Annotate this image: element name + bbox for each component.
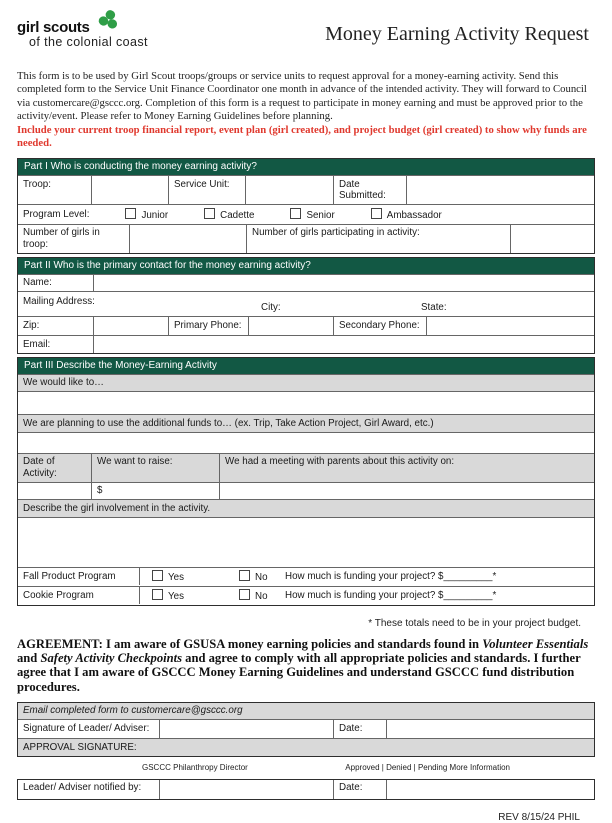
part3-describe-answer-row bbox=[18, 517, 594, 567]
agreement-prefix: AGREEMENT: I am aware of GSUSA money earning policies and standards found in bbox=[17, 636, 483, 651]
funds-prompt: We are planning to use the additional funds to… (ex. Trip, Take Action Project, Girl Award, etc.) bbox=[18, 415, 594, 432]
leader-signature-row bbox=[18, 719, 594, 738]
notified-table bbox=[17, 779, 595, 800]
page-title: Money Earning Activity Request bbox=[325, 23, 589, 45]
girls-in-troop-input[interactable] bbox=[129, 225, 246, 253]
notified-date-label: Date: bbox=[333, 780, 386, 799]
part2-header: Part II Who is the primary contact for the money earning activity? bbox=[18, 258, 594, 274]
part1-row-girls bbox=[18, 224, 594, 253]
part2-row-zip bbox=[18, 316, 594, 335]
cookie-program-label: Cookie Program bbox=[23, 590, 94, 602]
checkbox-fall-no[interactable] bbox=[239, 570, 250, 581]
date-of-activity-input[interactable] bbox=[18, 483, 91, 500]
part1-header: Part I Who is conducting the money earning activity? bbox=[18, 159, 594, 175]
troop-input[interactable] bbox=[91, 176, 168, 204]
approval-signature-row bbox=[18, 738, 594, 756]
fall-no-option bbox=[239, 570, 285, 583]
zip-input[interactable] bbox=[93, 317, 168, 335]
name-input[interactable] bbox=[93, 275, 594, 292]
service-unit-label: Service Unit: bbox=[168, 176, 245, 204]
agreement-suffix: and agree to comply with all appropriate policies and standards. I further agree that I am aware of GSCCC Money Earning Guidelines and understand GSCCC fund distribution procedures. bbox=[17, 651, 581, 694]
want-to-raise-label: We want to raise: bbox=[91, 454, 219, 482]
cadette-label: Cadette bbox=[220, 209, 255, 221]
email-label: Email: bbox=[23, 338, 51, 350]
program-level-label: Program Level: bbox=[23, 208, 90, 220]
like-to-prompt: We would like to… bbox=[18, 375, 594, 392]
parent-meeting-label: We had a meeting with parents about this activity on: bbox=[219, 454, 594, 482]
signature-date-label: Date: bbox=[333, 720, 386, 738]
leader-signature-label: Signature of Leader/ Adviser: bbox=[23, 722, 150, 734]
part2-row-email bbox=[18, 335, 594, 353]
checkbox-cookie-yes[interactable] bbox=[152, 589, 163, 600]
page-header bbox=[17, 10, 595, 58]
trefoil-icon bbox=[99, 10, 119, 34]
fall-funding-question: How much is funding your project? $_________* bbox=[285, 571, 497, 583]
junior-label: Junior bbox=[141, 209, 169, 221]
signature-table bbox=[17, 702, 595, 757]
fall-product-row bbox=[18, 567, 594, 586]
agreement-paragraph bbox=[17, 637, 595, 694]
date-submitted-input[interactable] bbox=[406, 176, 594, 204]
leader-notified-row bbox=[18, 780, 594, 799]
girl-scouts-logo bbox=[17, 10, 148, 49]
funds-input[interactable] bbox=[18, 433, 594, 453]
program-level-ambassador bbox=[366, 205, 447, 224]
name-label: Name: bbox=[23, 277, 52, 289]
agreement-mid: and bbox=[17, 651, 41, 666]
secondary-phone-input[interactable] bbox=[426, 317, 594, 335]
cookie-no-label: No bbox=[255, 591, 268, 603]
volunteer-essentials-title: Volunteer Essentials bbox=[482, 636, 589, 651]
safety-checkpoints-title: Safety Activity Checkpoints bbox=[40, 651, 183, 666]
girls-participating-input[interactable] bbox=[510, 225, 594, 253]
primary-phone-label: Primary Phone: bbox=[168, 317, 248, 335]
approval-signature-label: APPROVAL SIGNATURE: bbox=[18, 739, 594, 756]
checkbox-senior[interactable] bbox=[290, 208, 301, 219]
part3-table bbox=[17, 357, 595, 606]
service-unit-input[interactable] bbox=[245, 176, 333, 204]
approval-status-options[interactable]: Approved | Denied | Pending More Information bbox=[345, 762, 510, 772]
logo-tagline: of the colonial coast bbox=[29, 35, 148, 49]
parent-meeting-input[interactable] bbox=[219, 483, 594, 500]
intro-warning: Include your current troop financial report, event plan (girl created), and project budget (girl created) to show why funds are needed. bbox=[17, 123, 587, 150]
program-level-senior bbox=[285, 205, 339, 224]
part3-funds-prompt-row bbox=[18, 414, 594, 432]
email-instruction: Email completed form to customercare@gsccc.org bbox=[18, 703, 594, 720]
like-to-input[interactable] bbox=[18, 392, 594, 414]
primary-phone-input[interactable] bbox=[248, 317, 333, 335]
fall-no-label: No bbox=[255, 572, 268, 584]
checkbox-fall-yes[interactable] bbox=[152, 570, 163, 581]
describe-input[interactable] bbox=[18, 518, 594, 567]
checkbox-cookie-no[interactable] bbox=[239, 589, 250, 600]
email-input[interactable] bbox=[93, 336, 594, 353]
program-level-cadette bbox=[199, 205, 259, 224]
secondary-phone-label: Secondary Phone: bbox=[333, 317, 426, 335]
leader-notified-label: Leader/ Adviser notified by: bbox=[23, 782, 142, 794]
cookie-no-option bbox=[239, 589, 285, 602]
ambassador-label: Ambassador bbox=[386, 209, 442, 221]
state-label: State: bbox=[421, 302, 447, 314]
part3-header: Part III Describe the Money-Earning Activity bbox=[18, 358, 594, 374]
notified-date-input[interactable] bbox=[386, 780, 594, 799]
director-caption: GSCCC Philanthropy Director bbox=[142, 762, 248, 772]
intro-paragraph: This form is to be used by Girl Scout troops/groups or service units to request approval for a money-earning activity. Send this completed form to the Service Unit Finance Coordinator one month in advance of the intended activity. They will forward to Council via customercare@gsccc.org. Completion of this form is a request to participate in money earning and must be approved prior to the activity/event. Please refer to Money Earning Guidelines before planning. bbox=[17, 70, 587, 123]
part3-describe-prompt-row bbox=[18, 499, 594, 517]
troop-label: Troop: bbox=[23, 178, 51, 190]
mailing-address-label: Mailing Address: bbox=[23, 296, 95, 308]
girls-in-troop-label: Number of girls in troop: bbox=[23, 227, 100, 250]
fall-product-label: Fall Product Program bbox=[23, 571, 116, 583]
date-of-activity-label: Date of Activity: bbox=[18, 454, 91, 482]
part2-table bbox=[17, 257, 595, 354]
part3-funds-answer-row bbox=[18, 432, 594, 453]
checkbox-ambassador[interactable] bbox=[371, 208, 382, 219]
revision-stamp: REV 8/15/24 PHIL bbox=[498, 811, 580, 823]
senior-label: Senior bbox=[306, 209, 335, 221]
part1-row-program-level bbox=[18, 204, 594, 224]
email-instruction-row bbox=[18, 703, 594, 720]
approval-captions bbox=[17, 763, 595, 777]
zip-label: Zip: bbox=[23, 319, 40, 331]
leader-notified-input[interactable] bbox=[159, 780, 333, 799]
program-level-junior bbox=[120, 205, 173, 224]
part3-date-input-row bbox=[18, 482, 594, 500]
logo-wordmark: girl scouts bbox=[17, 19, 90, 36]
part1-table bbox=[17, 158, 595, 254]
part3-like-to-prompt-row bbox=[18, 374, 594, 392]
signature-date-input[interactable] bbox=[386, 720, 594, 738]
cookie-yes-option bbox=[152, 589, 239, 602]
describe-prompt: Describe the girl involvement in the activity. bbox=[18, 500, 594, 517]
checkbox-junior[interactable] bbox=[125, 208, 136, 219]
cookie-program-row bbox=[18, 586, 594, 605]
cookie-program-options bbox=[139, 587, 594, 604]
dollar-sign: $ bbox=[97, 485, 103, 497]
fall-yes-label: Yes bbox=[168, 572, 184, 584]
girls-participating-label: Number of girls participating in activity: bbox=[246, 225, 510, 253]
fall-product-options bbox=[139, 568, 594, 585]
cookie-funding-question: How much is funding your project? $_________* bbox=[285, 590, 497, 602]
part3-like-to-answer-row bbox=[18, 391, 594, 414]
raise-amount-input[interactable] bbox=[91, 483, 219, 500]
date-submitted-label: Date Submitted: bbox=[333, 176, 406, 204]
part1-row-troop bbox=[18, 175, 594, 204]
cookie-yes-label: Yes bbox=[168, 591, 184, 603]
part3-date-header-row bbox=[18, 453, 594, 482]
fall-yes-option bbox=[152, 570, 239, 583]
part2-row-mailing[interactable] bbox=[18, 291, 594, 316]
budget-footnote: * These totals need to be in your project budget. bbox=[368, 617, 581, 629]
leader-signature-input[interactable] bbox=[159, 720, 333, 738]
checkbox-cadette[interactable] bbox=[204, 208, 215, 219]
part2-row-name bbox=[18, 274, 594, 292]
city-label: City: bbox=[261, 302, 281, 314]
